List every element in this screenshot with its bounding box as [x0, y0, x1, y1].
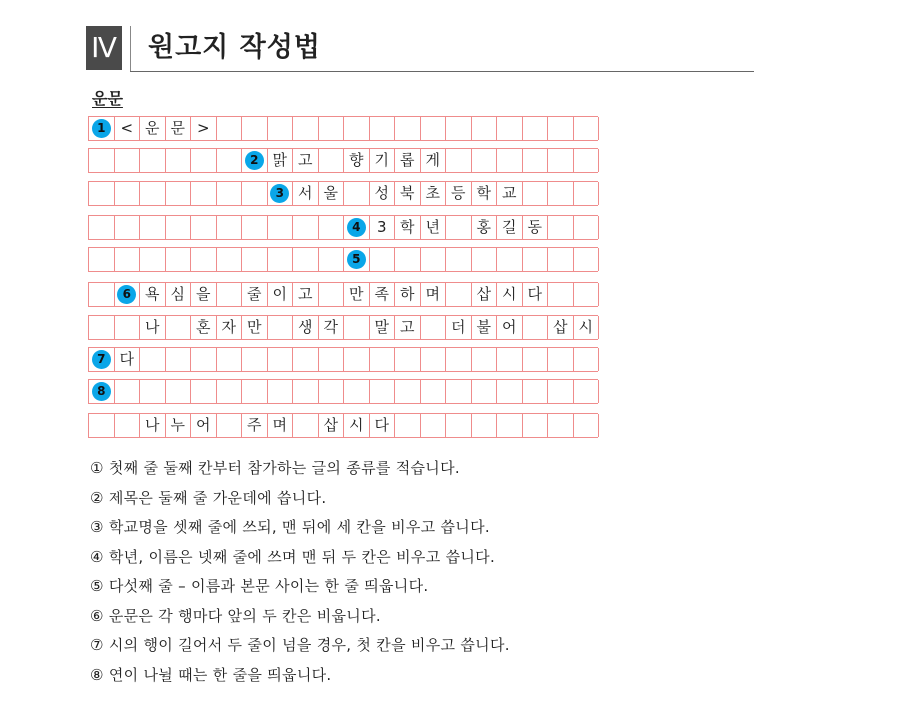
grid-cell: 성 — [370, 182, 396, 205]
instruction-list — [90, 454, 710, 690]
grid-cell: 주 — [242, 414, 268, 437]
grid-cell: 다 — [115, 348, 141, 371]
grid-cell — [548, 182, 574, 205]
grid-cell — [217, 348, 243, 371]
grid-cell — [268, 348, 294, 371]
grid-cell: 등 — [446, 182, 472, 205]
grid-cell-marker — [89, 117, 115, 140]
grid-cell: 더 — [446, 316, 472, 339]
grid-cell: 며 — [421, 283, 447, 306]
grid-cell — [344, 380, 370, 403]
step-marker: 5 — [347, 250, 366, 269]
grid-cell — [242, 216, 268, 239]
grid-cell — [344, 348, 370, 371]
grid-cell: 홍 — [472, 216, 498, 239]
grid-cell — [548, 149, 574, 172]
grid-cell — [217, 380, 243, 403]
grid-cell-marker — [268, 182, 294, 205]
grid-cell — [242, 348, 268, 371]
grid-cell: 불 — [472, 316, 498, 339]
grid-cell — [574, 380, 600, 403]
grid-cell-marker — [344, 216, 370, 239]
grid-cell — [344, 182, 370, 205]
grid-cell: 고 — [293, 283, 319, 306]
grid-row — [88, 413, 598, 438]
grid-cell — [446, 216, 472, 239]
step-marker: 8 — [92, 382, 111, 401]
grid-cell — [89, 316, 115, 339]
section-label: 운문 — [92, 89, 123, 108]
grid-cell-marker — [115, 283, 141, 306]
grid-cell: 줄 — [242, 283, 268, 306]
grid-cell: 고 — [293, 149, 319, 172]
grid-cell — [217, 414, 243, 437]
grid-cell: 족 — [370, 283, 396, 306]
grid-cell — [472, 380, 498, 403]
grid-cell — [242, 182, 268, 205]
grid-cell: 말 — [370, 316, 396, 339]
grid-row — [88, 282, 598, 307]
grid-cell — [217, 216, 243, 239]
grid-cell — [395, 348, 421, 371]
grid-cell — [548, 380, 574, 403]
grid-cell — [191, 182, 217, 205]
grid-cell — [140, 380, 166, 403]
grid-cell: > — [191, 117, 217, 140]
grid-cell: 시 — [344, 414, 370, 437]
grid-cell — [89, 149, 115, 172]
grid-cell — [446, 414, 472, 437]
grid-cell — [344, 316, 370, 339]
grid-cell — [574, 149, 600, 172]
grid-cell — [497, 348, 523, 371]
grid-cell — [574, 248, 600, 271]
grid-cell — [421, 248, 447, 271]
page-title: 원고지 작성법 — [148, 32, 321, 63]
grid-cell — [140, 348, 166, 371]
instruction-item: ① 첫째 줄 둘째 칸부터 참가하는 글의 종류를 적습니다. — [90, 459, 460, 477]
grid-cell — [115, 182, 141, 205]
grid-cell — [89, 283, 115, 306]
grid-cell — [523, 380, 549, 403]
grid-cell — [421, 117, 447, 140]
grid-cell — [191, 149, 217, 172]
section-number-badge: Ⅳ — [86, 26, 122, 70]
grid-cell: 며 — [268, 414, 294, 437]
grid-cell: 다 — [523, 283, 549, 306]
grid-cell: 운 — [140, 117, 166, 140]
grid-cell — [166, 149, 192, 172]
grid-cell — [370, 348, 396, 371]
grid-cell: 어 — [191, 414, 217, 437]
grid-cell — [115, 414, 141, 437]
grid-cell: 만 — [344, 283, 370, 306]
grid-row — [88, 148, 598, 173]
grid-cell: 을 — [191, 283, 217, 306]
grid-cell: 각 — [319, 316, 345, 339]
grid-cell — [548, 248, 574, 271]
grid-cell — [446, 380, 472, 403]
grid-cell: 문 — [166, 117, 192, 140]
grid-cell — [523, 149, 549, 172]
grid-cell — [115, 248, 141, 271]
grid-cell: < — [115, 117, 141, 140]
grid-cell — [523, 248, 549, 271]
grid-cell — [140, 216, 166, 239]
grid-cell — [166, 182, 192, 205]
grid-cell: 욕 — [140, 283, 166, 306]
grid-cell — [523, 117, 549, 140]
instruction-item: ④ 학년, 이름은 넷째 줄에 쓰며 맨 뒤 두 칸은 비우고 씁니다. — [90, 547, 496, 566]
grid-cell — [523, 348, 549, 371]
grid-cell — [242, 248, 268, 271]
grid-cell — [166, 316, 192, 339]
grid-cell — [446, 348, 472, 371]
grid-cell — [191, 348, 217, 371]
grid-cell — [421, 380, 447, 403]
grid-cell: 심 — [166, 283, 192, 306]
grid-cell — [217, 117, 243, 140]
grid-cell — [319, 283, 345, 306]
grid-cell: 나 — [140, 316, 166, 339]
grid-cell — [548, 348, 574, 371]
grid-cell — [319, 248, 345, 271]
grid-cell — [166, 248, 192, 271]
grid-row — [88, 116, 598, 141]
grid-cell — [472, 348, 498, 371]
grid-cell — [497, 117, 523, 140]
grid-row — [88, 347, 598, 372]
grid-cell — [319, 149, 345, 172]
grid-cell: 누 — [166, 414, 192, 437]
grid-cell — [548, 414, 574, 437]
grid-cell — [472, 117, 498, 140]
instruction-item: ⑤ 다섯째 줄 – 이름과 본문 사이는 한 줄 띄웁니다. — [90, 577, 429, 595]
grid-cell: 삽 — [472, 283, 498, 306]
instruction-item: ③ 학교명을 셋째 줄에 쓰되, 맨 뒤에 세 칸을 비우고 씁니다. — [90, 518, 490, 536]
grid-cell — [446, 248, 472, 271]
grid-cell-marker — [344, 248, 370, 271]
grid-cell: 삽 — [319, 414, 345, 437]
grid-cell — [89, 414, 115, 437]
grid-cell — [574, 283, 600, 306]
grid-cell: 교 — [497, 182, 523, 205]
grid-cell — [574, 182, 600, 205]
grid-cell — [523, 414, 549, 437]
grid-cell — [497, 414, 523, 437]
grid-cell — [217, 248, 243, 271]
grid-cell — [293, 216, 319, 239]
grid-cell — [472, 149, 498, 172]
instruction-item: ⑦ 시의 행이 길어서 두 줄이 넘을 경우, 첫 칸을 비우고 씁니다. — [90, 636, 510, 654]
grid-cell-marker — [89, 380, 115, 403]
grid-cell: 삽 — [548, 316, 574, 339]
grid-cell — [395, 414, 421, 437]
grid-cell — [217, 283, 243, 306]
grid-cell — [293, 117, 319, 140]
grid-cell: 나 — [140, 414, 166, 437]
grid-cell — [395, 380, 421, 403]
grid-cell — [268, 117, 294, 140]
grid-cell — [370, 248, 396, 271]
grid-cell — [319, 380, 345, 403]
grid-cell: 울 — [319, 182, 345, 205]
grid-cell: 동 — [523, 216, 549, 239]
grid-cell — [191, 216, 217, 239]
grid-cell — [497, 380, 523, 403]
grid-cell: 기 — [370, 149, 396, 172]
grid-cell — [472, 414, 498, 437]
grid-cell: 자 — [217, 316, 243, 339]
grid-cell: 생 — [293, 316, 319, 339]
grid-row — [88, 181, 598, 206]
grid-cell: 고 — [395, 316, 421, 339]
grid-cell — [115, 149, 141, 172]
grid-cell: 게 — [421, 149, 447, 172]
grid-cell: 북 — [395, 182, 421, 205]
grid-cell — [395, 248, 421, 271]
grid-cell: 맑 — [268, 149, 294, 172]
grid-cell — [191, 380, 217, 403]
grid-cell — [523, 182, 549, 205]
grid-cell — [446, 149, 472, 172]
grid-cell-marker — [89, 348, 115, 371]
grid-cell — [574, 348, 600, 371]
grid-cell — [574, 117, 600, 140]
grid-cell — [293, 248, 319, 271]
grid-cell — [293, 348, 319, 371]
grid-cell — [217, 182, 243, 205]
grid-cell — [319, 348, 345, 371]
grid-cell — [319, 216, 345, 239]
grid-cell — [89, 182, 115, 205]
step-marker: 7 — [92, 350, 111, 369]
grid-cell: 3 — [370, 216, 396, 239]
grid-cell — [268, 248, 294, 271]
grid-cell — [140, 182, 166, 205]
grid-cell — [140, 149, 166, 172]
grid-cell: 하 — [395, 283, 421, 306]
grid-cell — [166, 380, 192, 403]
grid-cell — [140, 248, 166, 271]
grid-cell — [166, 216, 192, 239]
grid-cell: 시 — [574, 316, 600, 339]
grid-cell — [497, 248, 523, 271]
grid-cell: 년 — [421, 216, 447, 239]
grid-cell — [548, 117, 574, 140]
grid-cell — [574, 414, 600, 437]
grid-cell: 다 — [370, 414, 396, 437]
grid-cell — [421, 348, 447, 371]
grid-cell: 이 — [268, 283, 294, 306]
grid-cell: 시 — [497, 283, 523, 306]
grid-cell — [370, 380, 396, 403]
grid-row — [88, 315, 598, 340]
instruction-item: ⑧ 연이 나뉠 때는 한 줄을 띄웁니다. — [90, 665, 332, 684]
grid-cell: 길 — [497, 216, 523, 239]
grid-row — [88, 247, 598, 272]
grid-cell — [472, 248, 498, 271]
grid-cell — [319, 117, 345, 140]
grid-cell — [421, 414, 447, 437]
grid-cell: 서 — [293, 182, 319, 205]
grid-cell: 학 — [395, 216, 421, 239]
grid-cell: 만 — [242, 316, 268, 339]
grid-cell-marker — [242, 149, 268, 172]
grid-cell: 초 — [421, 182, 447, 205]
step-marker: 6 — [117, 285, 136, 304]
grid-cell: 혼 — [191, 316, 217, 339]
grid-cell — [115, 216, 141, 239]
grid-cell — [89, 216, 115, 239]
grid-cell — [497, 149, 523, 172]
grid-cell — [293, 414, 319, 437]
grid-row — [88, 215, 598, 240]
grid-cell — [523, 316, 549, 339]
grid-cell — [574, 216, 600, 239]
grid-cell: 어 — [497, 316, 523, 339]
grid-cell — [268, 380, 294, 403]
grid-cell — [242, 117, 268, 140]
grid-cell — [548, 216, 574, 239]
grid-cell — [446, 283, 472, 306]
grid-cell — [344, 117, 370, 140]
grid-cell — [548, 283, 574, 306]
grid-cell: 향 — [344, 149, 370, 172]
grid-cell: 학 — [472, 182, 498, 205]
grid-cell — [242, 380, 268, 403]
grid-cell — [446, 117, 472, 140]
grid-cell — [268, 216, 294, 239]
grid-cell — [293, 380, 319, 403]
grid-cell — [115, 316, 141, 339]
grid-cell — [268, 316, 294, 339]
step-marker: 4 — [347, 218, 366, 237]
grid-cell — [191, 248, 217, 271]
grid-cell — [421, 316, 447, 339]
grid-cell — [370, 117, 396, 140]
step-marker: 1 — [92, 119, 111, 138]
grid-cell — [115, 380, 141, 403]
grid-cell — [217, 149, 243, 172]
grid-cell — [395, 117, 421, 140]
instruction-item: ② 제목은 둘째 줄 가운데에 씁니다. — [90, 488, 327, 507]
step-marker: 3 — [270, 184, 289, 203]
grid-cell — [166, 348, 192, 371]
step-marker: 2 — [245, 151, 264, 170]
instruction-item: ⑥ 운문은 각 행마다 앞의 두 칸은 비웁니다. — [90, 606, 381, 625]
grid-cell — [89, 248, 115, 271]
grid-row — [88, 379, 598, 404]
grid-cell: 롭 — [395, 149, 421, 172]
